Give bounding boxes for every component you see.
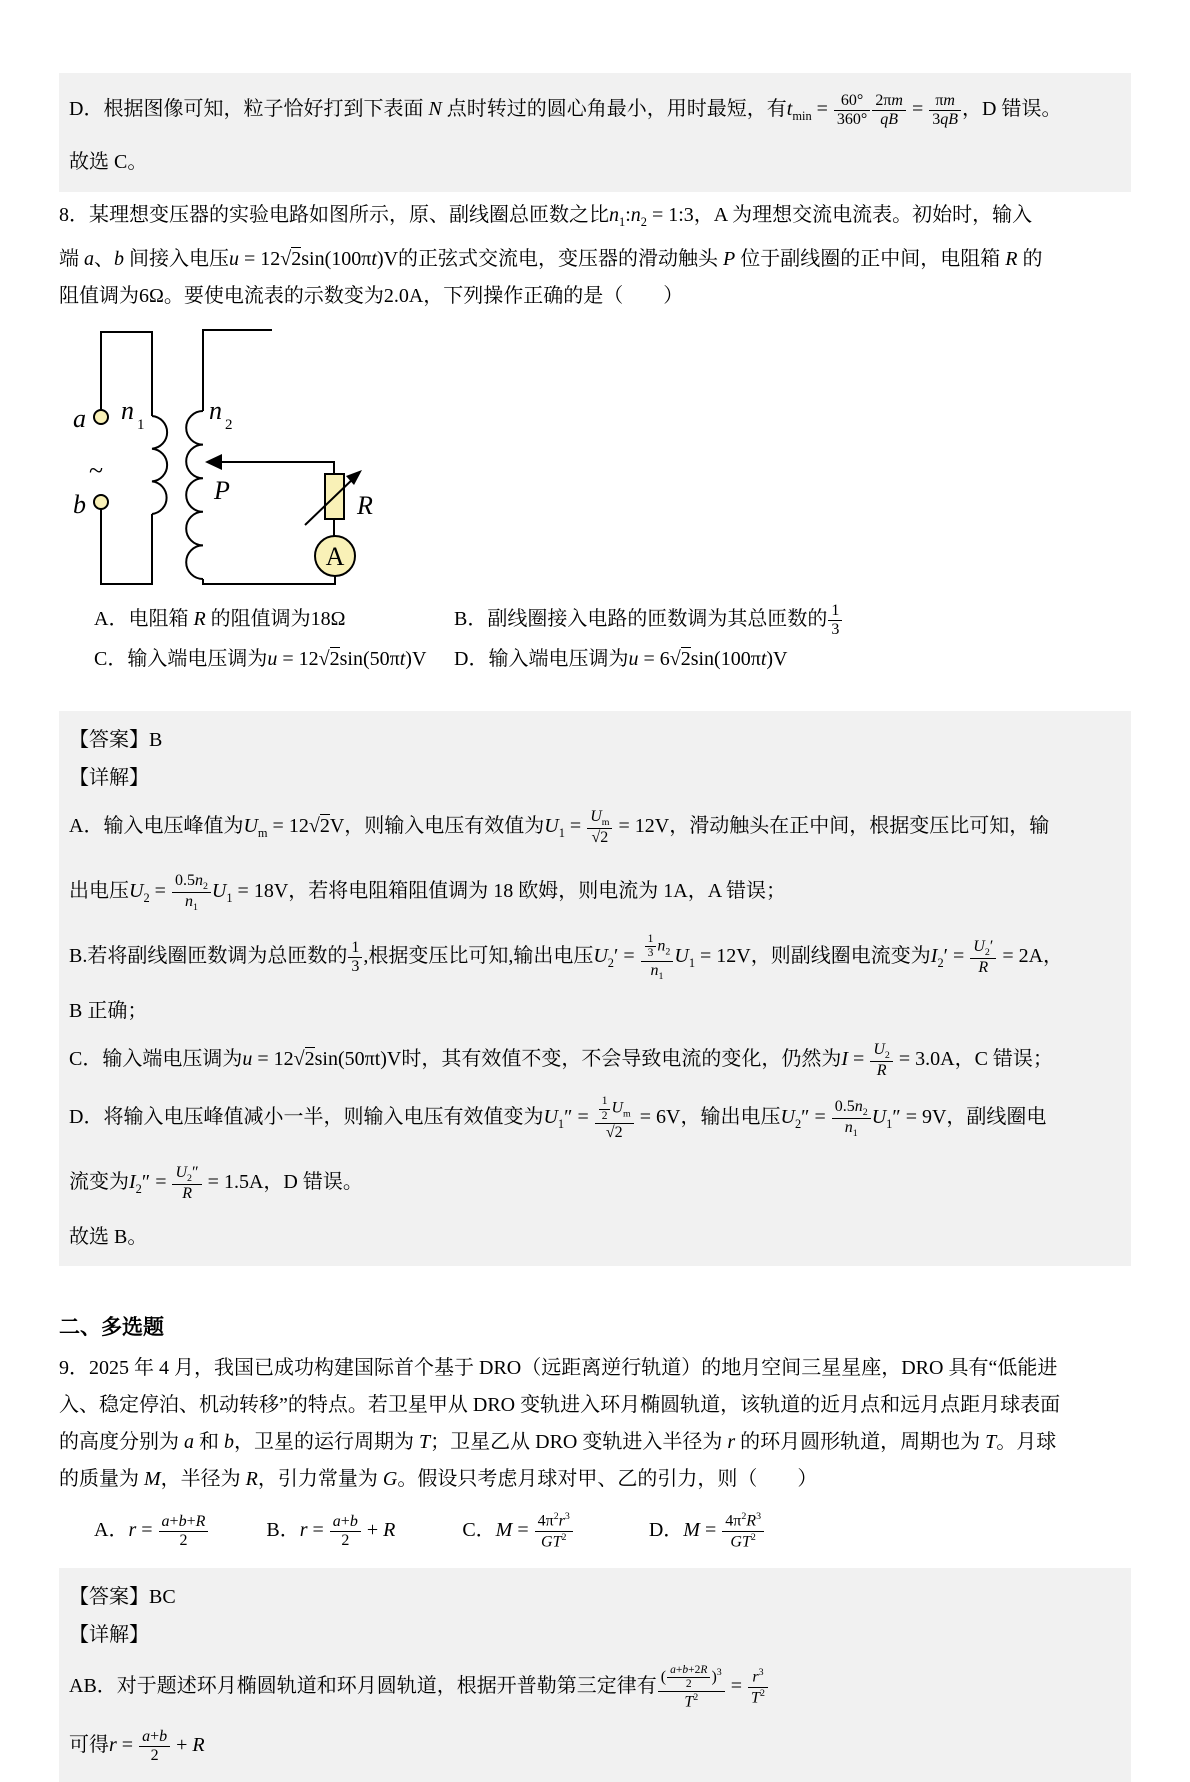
solution-conclusion: 故选 C。: [69, 151, 148, 173]
slider-label: P: [214, 476, 230, 505]
solution-result: 可得r = $\frac{a+b}{2}$ + R: [69, 1727, 205, 1765]
answer-label: 【答案】BC: [69, 1586, 176, 1609]
circuit-svg: [59, 317, 399, 599]
ac-source-symbol: ~: [89, 456, 104, 485]
question-stem-line: 9．2025 年 4 月，我国已成功构建国际首个基于 DRO（远距离逆行轨道）的地月空间三星星座，DRO 具有“低能进: [59, 1357, 1058, 1380]
solution-line-c: C．输入端电压调为u = 12√2sin(50πt)V时，其有效值不变，不会导致电流的变化，仍然为I = $\frac{U_2}{R}$ = 3.0A，C 错误；: [69, 1040, 1053, 1080]
terminal-b-label: b: [73, 490, 86, 519]
option-d: D．M = $\frac{4\pi^2R^3}{GT^2}$: [649, 1506, 765, 1554]
section-heading: 二、多选题: [59, 1315, 164, 1340]
primary-coil: [152, 416, 167, 514]
question-stem-line: 阻值调为6Ω。要使电流表的示数变为2.0A，下列操作正确的是（ ）: [59, 285, 684, 307]
q8-options-row-1: [94, 599, 1131, 639]
option-c: C．输入端电压调为u = 12√2sin(50πt)V: [94, 648, 427, 671]
answer-label: 【答案】B: [69, 729, 163, 752]
secondary-coil: [186, 411, 203, 579]
primary-bottom-wire: [101, 509, 152, 584]
solution-line-d2: 流变为$I_2''$ = $\frac{U_2''}{R}$ = 1.5A，D 错误。: [69, 1163, 363, 1203]
question-stem-line: 的质量为 M，半径为 R，引力常量为 G。假设只考虑月球对甲、乙的引力，则（ ）: [59, 1468, 818, 1491]
question-stem-line: 的高度分别为 a 和 b，卫星的运行周期为 T；卫星乙从 DRO 变轨进入半径为 r 的环月圆形轨道，周期也为 T。月球: [59, 1431, 1057, 1454]
slider-wire: [211, 462, 334, 474]
solution-line-d: D．根据图像可知，粒子恰好打到下表面 N 点时转过的圆心角最小，用时最短，有$t_{min}$ = $\frac{60^\circ}{360^\circ}$ $\frac{2\pi m}{qB}$ = $\frac{\pi m}{3qB}$ ，D 错误。: [69, 91, 1062, 128]
solution-line-b1: B.若将副线圈匝数调为总匝数的 $\frac{1}{3}$ ,根据变压比可知,输出电压$U_2'$ = $\frac{1}{3}$ $n_2$ $n_1$ $U_1 = 12V$，则副线圈电流变为$I_2'$ = $\frac{U_2'}{R}$ = 2A，: [69, 933, 1064, 982]
option-b: B．副线圈接入电路的匝数调为其总匝数的 $\frac{1}{3}$: [454, 599, 843, 639]
secondary-coil-label: n: [209, 396, 222, 425]
option-a: A．电阻箱 R 的阻值调为18Ω: [94, 608, 346, 630]
option-a: A．r = $\frac{a+b+R}{2}$: [94, 1506, 209, 1554]
terminal-a-dot: [94, 410, 108, 424]
terminal-b-dot: [94, 495, 108, 509]
solution-line-d1: D．将输入电压峰值减小一半，则输入电压有效值变为$U_1''$ = $\frac{1}{2}$ $U_m$ √2 = 6V，输出电压$U_2''$ = $\frac{0.5n_2}{n_1}$ $U_1'' = 9V$，副线圈电: [69, 1095, 1047, 1141]
explanation-label: 【详解】: [69, 767, 149, 790]
option-d: D．输入端电压调为u = 6√2sin(100πt)V: [454, 648, 788, 671]
question-9: [59, 1350, 1131, 1554]
document-page: [0, 73, 1190, 1765]
q9-options-row: [59, 1506, 1131, 1554]
secondary-coil-subscript: 2: [225, 417, 233, 433]
solution-line-ab: AB．对于题述环月椭圆轨道和环月圆轨道，根据开普勒第三定律有 ( $\frac{a+b+2R}{2}$ )$^3$ $T^2$ = $\frac{r^3}{T^2}$: [69, 1654, 1121, 1718]
secondary-bottom-wire: [203, 576, 335, 584]
explanation-label: 【详解】: [69, 1624, 149, 1647]
primary-coil-subscript: 1: [137, 417, 145, 433]
ammeter-label: A: [325, 542, 345, 571]
question-8: [59, 197, 1131, 679]
solution-line-a2: 出电压$U_2$ = $\frac{0.5n_2}{n_1}$ $U_1 = 18V$，若将电阻箱阻值调为 18 欧姆，则电流为 1A，A 错误；: [69, 871, 787, 914]
q8-answer-box: [59, 711, 1131, 1266]
option-b: B．r = $\frac{a+b}{2}$ + R: [266, 1512, 396, 1550]
transformer-circuit-figure: [59, 317, 1131, 599]
question-stem-line: 8．某理想变压器的实验电路如图所示，原、副线圈总匝数之比$n_1:n_2$ = 1:3，A 为理想交流电流表。初始时，输入: [59, 204, 1033, 229]
q9-answer-box: [59, 1568, 1131, 1782]
terminal-a-label: a: [73, 404, 86, 433]
option-c: C．M = $\frac{4\pi^2r^3}{GT^2}$: [462, 1506, 574, 1554]
solution-line-a1: A．输入电压峰值为$U_m = 12√2V$，则输入电压有效值为$U_1$ = $\frac{U_m}{√2}$ = 12V，滑动触头在正中间，根据变压比可知，输: [69, 807, 1050, 847]
question-stem-line: 端 a、b 间接入电压u = 12√2sin(100πt)V的正弦式交流电，变压器的滑动触头 P 位于副线圈的正中间，电阻箱 R 的: [59, 248, 1043, 270]
slider-arrowhead: [205, 454, 222, 470]
question-stem-line: 入、稳定停泊、机动转移”的特点。若卫星甲从 DRO 变轨进入环月椭圆轨道，该轨道的近月点和远月点距月球表面: [59, 1394, 1061, 1417]
q7-answer-box: [59, 73, 1131, 192]
solution-line-b2: B 正确；: [69, 1000, 148, 1023]
rheostat-label: R: [357, 491, 373, 520]
primary-coil-label: n: [121, 396, 134, 425]
q8-options-row-2: [94, 639, 1131, 679]
solution-conclusion: 故选 B。: [69, 1226, 148, 1249]
